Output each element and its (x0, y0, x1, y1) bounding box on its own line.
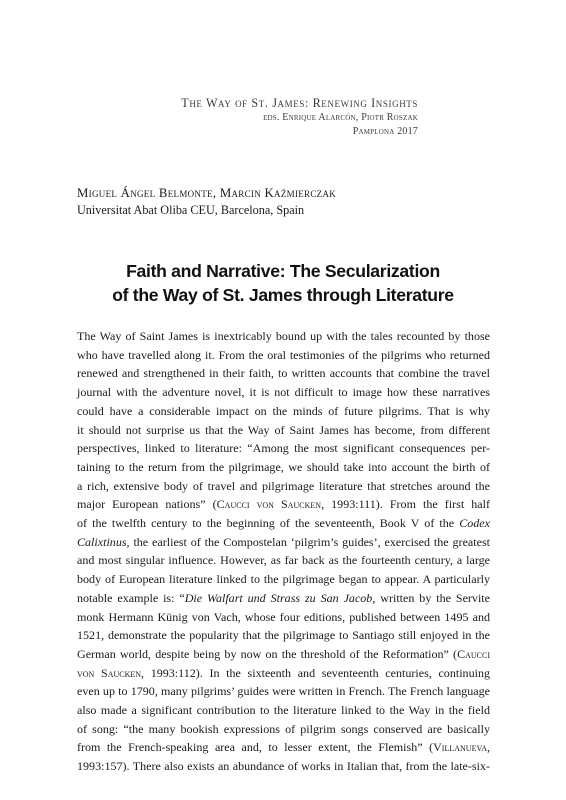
publication-place: Pamplona 2017 (352, 126, 418, 137)
body-line (77, 738, 490, 757)
running-header (181, 96, 418, 138)
body-text (77, 327, 490, 776)
text-run: , the earliest of the Compostelan ‘pilgrim’s guides’, exercised the greatest (126, 534, 490, 549)
text-run: , written by the Servite (372, 590, 490, 605)
title-line-1: Faith and Narrative: The Secularization (126, 261, 440, 281)
article-title (60, 259, 506, 307)
body-line: 1521, demonstrate the popularity that the pilgrimage to Santiago still enjoyed in the (77, 628, 490, 643)
text-run: major European nations” ( (77, 497, 217, 512)
body-line: a rich, extensive body of travel and pilgrimage literature that stretches around the (77, 478, 490, 493)
text-run: German world, despite being by now on the threshold of the Reformation” ( (77, 646, 458, 661)
text-run: , (486, 740, 490, 755)
author-block (77, 185, 497, 219)
body-line: could have a considerable impact on the minds of future pilgrims. That is why (77, 403, 490, 418)
citation-author: Caucci von Saucken (216, 497, 322, 512)
text-run: notable example is: “ (77, 590, 185, 605)
author-names: Miguel Ángel Belmonte, Marcin Kaźmierczak (77, 186, 337, 200)
body-line: also made a significant contribution to the literature linked to the Way in the field (77, 703, 490, 718)
text-run: from the French-speaking area and, to lesser extent, the Flemish” ( (77, 740, 434, 755)
body-line (77, 514, 490, 533)
body-line (77, 664, 490, 683)
body-line: and most singular influence. However, as far back as the fourteenth century, a large (77, 553, 490, 568)
citation-author: Caucci (457, 646, 490, 661)
body-line: renewed and strengthened in their faith, to written accounts that combine the travel (77, 366, 490, 381)
body-line: even up to 1790, many pilgrims’ guides were written in French. The French language (77, 684, 490, 699)
text-run: , 1993:111). From the first half (321, 497, 491, 512)
title-line-2: of the Way of St. James through Literature (112, 285, 454, 305)
body-line: 1993:157). There also exists an abundance of works in Italian that, from the late-six- (77, 759, 490, 774)
author-affiliation: Universitat Abat Oliba CEU, Barcelona, Spain (77, 203, 305, 217)
body-line: body of European literature linked to the pilgrimage began to appear. A particularly (77, 572, 490, 587)
citation-author: Villanueva (433, 740, 487, 755)
editors-line: eds. Enrique Alarcón, Piotr Roszak (263, 112, 418, 123)
work-title: Codex (459, 516, 490, 531)
body-line: journal with the adventure novel, it is not difficult to image how these narratives (77, 385, 490, 400)
body-line: taining to the return from the pilgrimage, we should take into account the birth of (77, 459, 490, 474)
body-line: perspectives, linked to literature: “Among the most significant consequences per- (77, 441, 490, 456)
body-line: of song: “the many bookish expressions of pilgrim songs conserved are basically (77, 721, 490, 736)
body-line: The Way of Saint James is inextricably bound up with the tales recounted by those (77, 329, 490, 343)
body-line (77, 533, 490, 552)
body-line: who have travelled along it. From the oral testimonies of the pilgrims who returned (77, 347, 490, 362)
text-run: , 1993:112). In the sixteenth and seventeenth centuries, continuing (141, 665, 490, 680)
body-line (77, 589, 490, 608)
body-line: monk Hermann Künig von Vach, whose four editions, published between 1495 and (77, 609, 490, 624)
text-run: of the twelfth century to the beginning of the seventeenth, Book V of the (77, 516, 460, 531)
body-line (77, 495, 490, 514)
series-title: The Way of St. James: Renewing Insights (181, 96, 418, 110)
work-title: Die Walfart und Strass zu San Jacob (184, 590, 373, 605)
body-line (77, 645, 490, 664)
citation-author: von Saucken (77, 665, 142, 680)
work-title: Calixtinus (77, 534, 127, 549)
body-line: it should not surprise us that the Way of Saint James has become, from different (77, 422, 490, 437)
